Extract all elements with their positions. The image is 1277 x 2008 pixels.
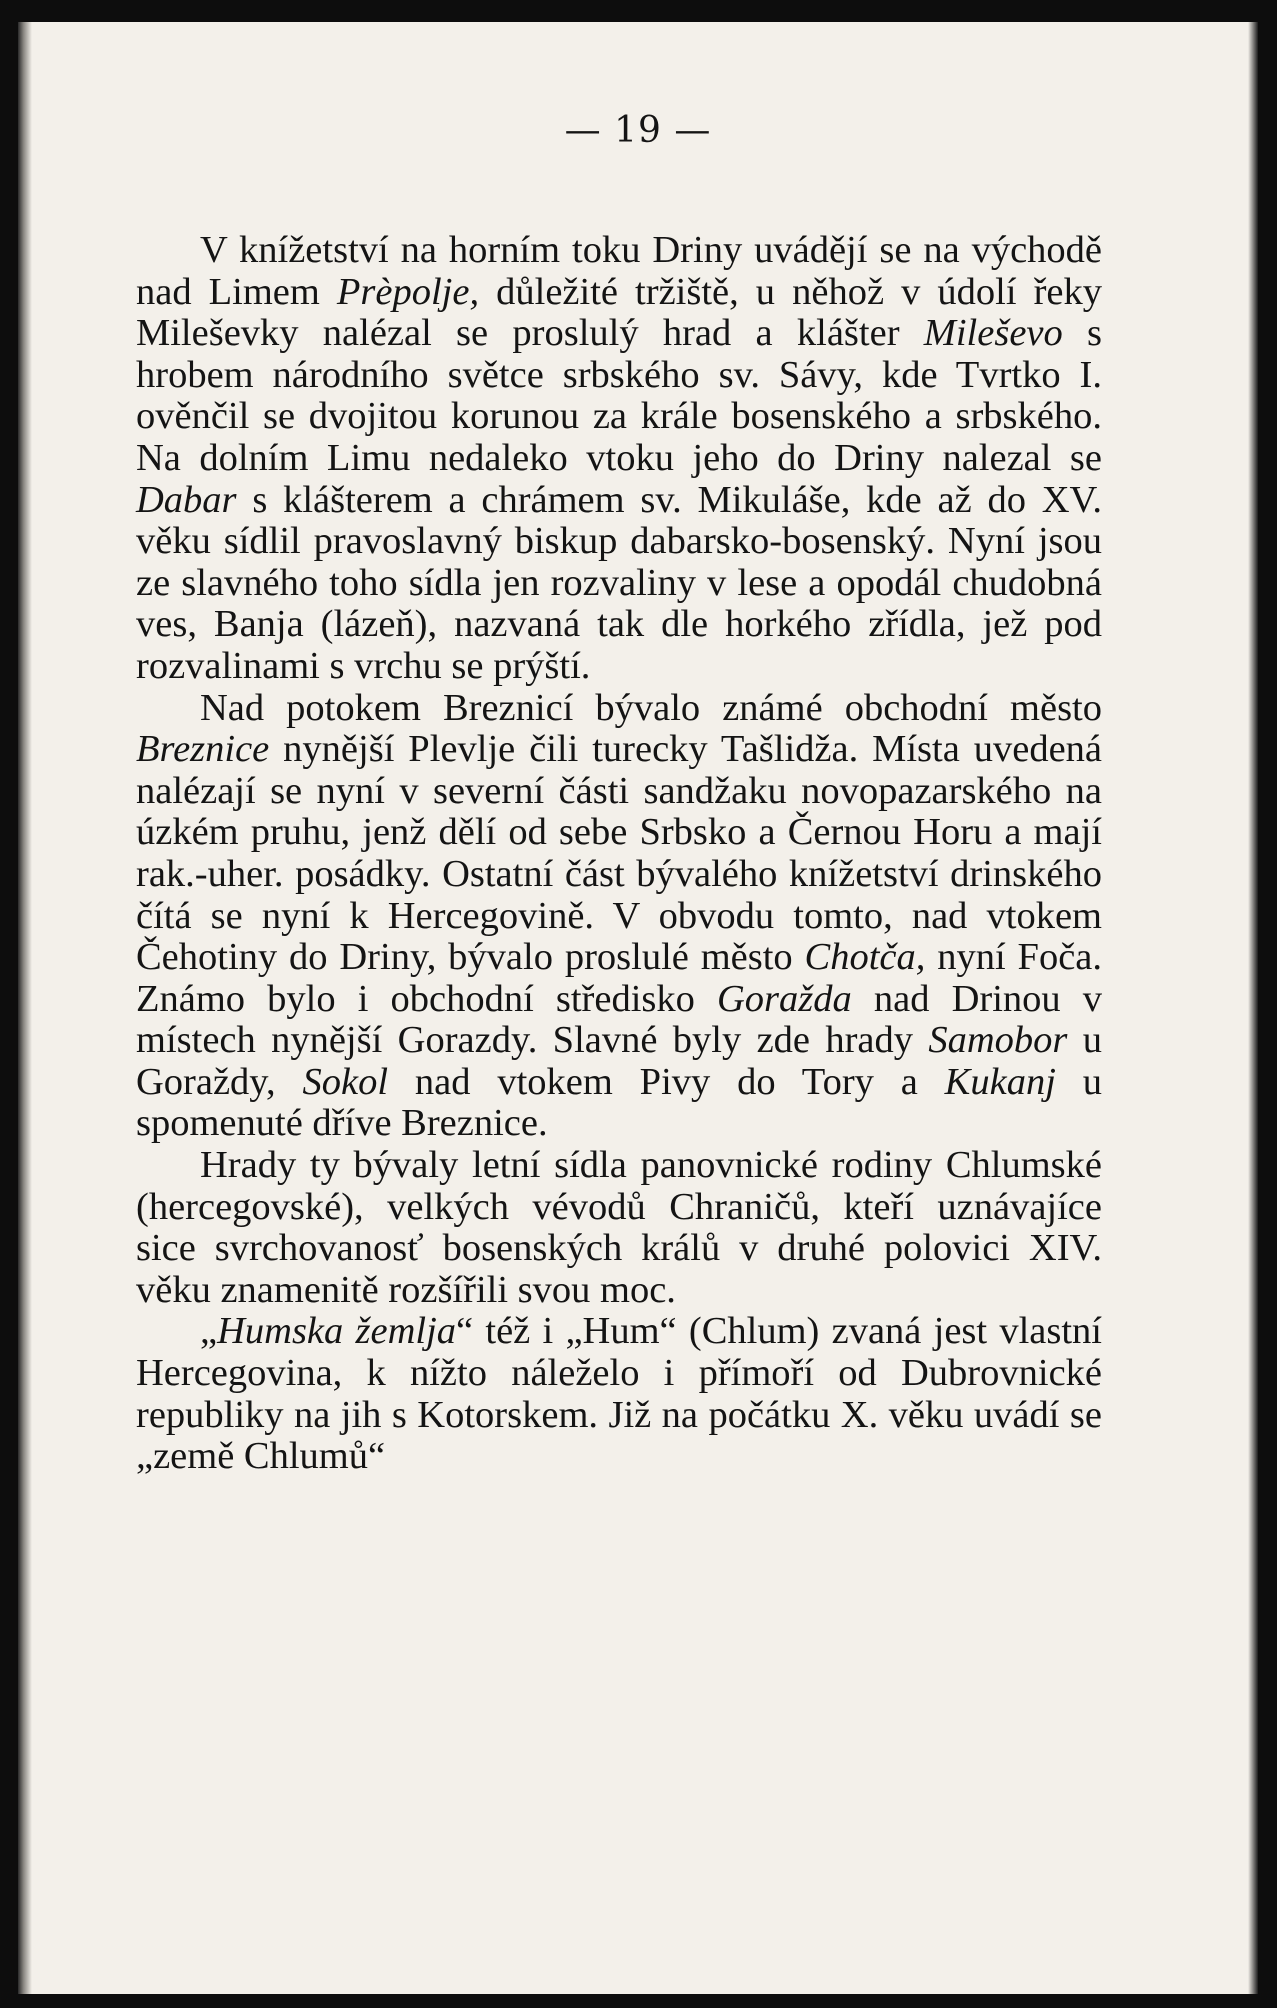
place-name-italic: Goražda [717, 977, 852, 1020]
paragraph-3 [136, 1145, 1102, 1311]
text-span: Hrady ty bývaly letní sídla panovnické rodiny Chlumské (hercegovské), velkých vévodů Chraničů, kteří uznávajíce sice svrchovanosť bosenských králů v druhé polovici XIV. věku znamenitě rozšířili svou moc. [136, 1144, 1102, 1311]
text-span: u Goraždy, [136, 1019, 1102, 1103]
place-name-italic: Sokol [302, 1060, 389, 1103]
page-edge-left [18, 22, 32, 1994]
text-span: nyní Foča. Známo bylo i obchodní středisko [136, 936, 1102, 1020]
paragraph-2 [136, 688, 1102, 1146]
place-name-italic: Breznice [136, 728, 270, 771]
text-span: Nad potokem Breznicí bývalo známé obchodní město [200, 686, 1102, 729]
place-name-italic: Mileševo [923, 312, 1063, 355]
text-span: důležité tržiště, u něhož v údolí řeky Mileševky nalézal se proslulý hrad a klášter [136, 270, 1102, 355]
paragraph-1 [136, 230, 1102, 688]
text-span: “ též i „Hum“ (Chlum) zvaná jest vlastní Hercegovina, k nížto náleželo i přímoří od Dubrovnické republiky na jih s Kotorskem. Již na počátku X. věku uvádí se „země Chlumů“ [136, 1310, 1102, 1478]
text-span: „ [200, 1310, 218, 1353]
place-name-italic: Kukanj [944, 1060, 1056, 1103]
place-name-italic: Dabar [136, 478, 237, 521]
text-span: nad Drinou v místech nynější Gorazdy. Slavné byly zde hrady [136, 977, 1102, 1062]
page-number: — 19 — [564, 110, 712, 151]
book-page [18, 22, 1258, 1994]
text-span: nad vtokem Pivy do Tory a [388, 1060, 945, 1103]
text-span: V knížetství na horním toku Driny uvádějí se na východě nad Limem [136, 229, 1102, 313]
place-name-italic: Prèpolje, [336, 270, 480, 313]
text-span: s klášterem a chrámem sv. Mikuláše, kde až do XV. věku sídlil pravoslavný biskup dabarsko-bosenský. Nyní jsou ze slavného toho sídla jen rozvaliny v lese a opodál chudobná ves, Banja (lázeň), nazvaná tak dle horkého zřídla, jež pod rozvalinami s vrchu se prýští. [136, 478, 1102, 687]
text-span: nynější Plevlje čili turecky Tašlidža. Místa uvedená nalézají se nyní v severní části sandžaku novopazarského na úzkém pruhu, jenž dělí od sebe Srbsko a Černou Horu a mají rak.-uher. posádky. Ostatní část bývalého knížetství drinského čítá se nyní k Hercegovině. V obvodu tomto, nad vtokem Čehotiny do Driny, bývalo proslulé město [136, 728, 1102, 979]
text-span: u spomenuté dříve Breznice. [136, 1060, 1102, 1145]
paragraph-4 [136, 1311, 1102, 1477]
text-span: s hrobem národního světce srbského sv. Sávy, kde Tvrtko I. ověnčil se dvojitou korunou za krále bosenského a srbského. Na dolním Limu nedaleko vtoku jeho do Driny nalezal se [136, 312, 1102, 479]
body-text [136, 230, 1102, 1478]
place-name-italic: Samobor [928, 1019, 1068, 1062]
page-edge-right [1248, 22, 1258, 1994]
place-name-italic: Chotča, [804, 936, 926, 979]
place-name-italic: Humska žemlja [217, 1310, 457, 1353]
